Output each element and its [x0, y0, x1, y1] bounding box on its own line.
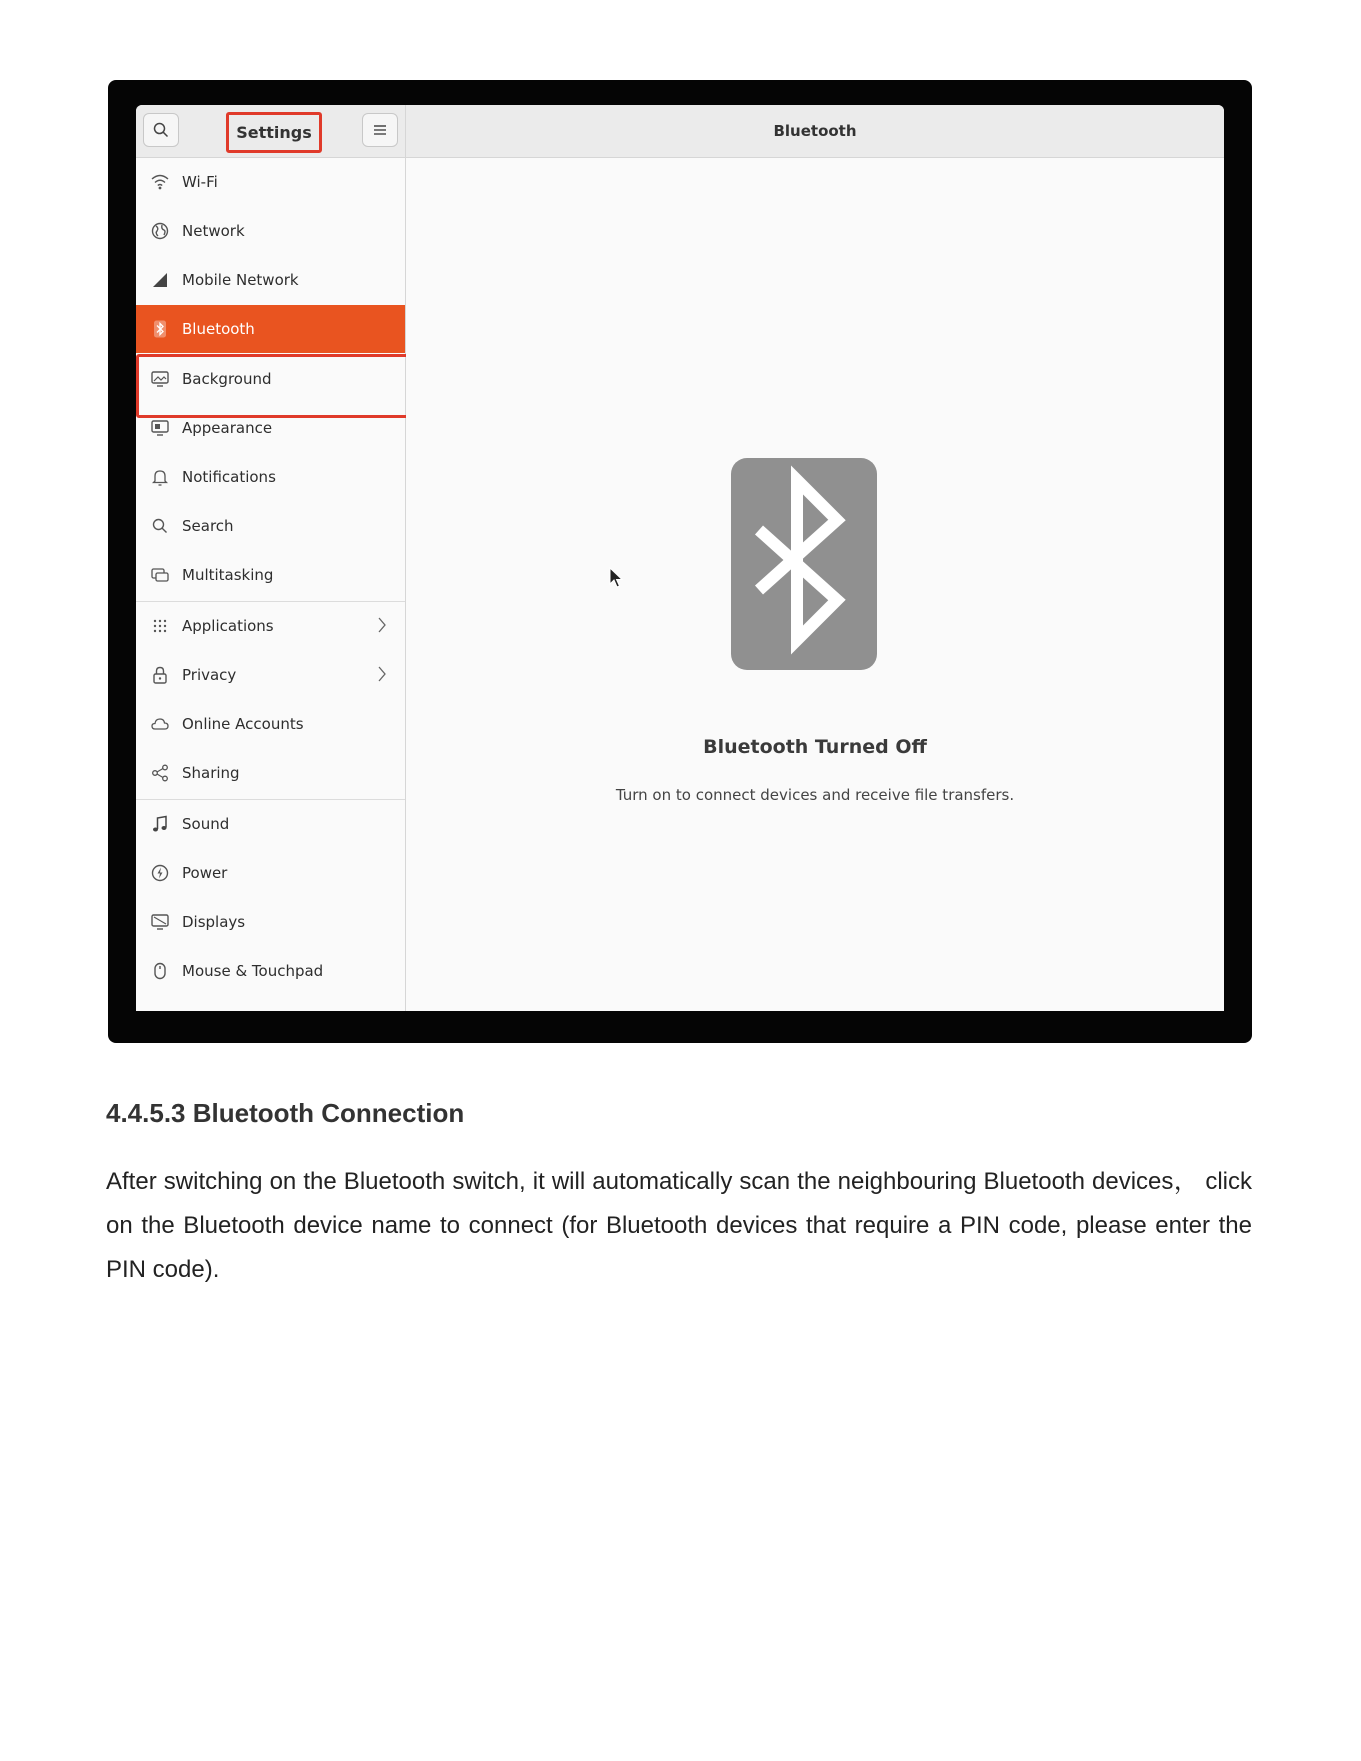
- sidebar-item-sound[interactable]: [136, 800, 405, 848]
- status-subtitle: Turn on to connect devices and receive file transfers.: [615, 786, 1015, 804]
- multitasking-icon: [150, 565, 170, 585]
- sidebar-header: [136, 105, 406, 158]
- sidebar-item-bluetooth[interactable]: [136, 305, 405, 353]
- chevron-right-icon: [377, 665, 387, 683]
- power-icon: [150, 863, 170, 883]
- sidebar-item-label: Mobile Network: [182, 271, 299, 289]
- sidebar: [136, 158, 406, 1011]
- cellular-icon: [150, 270, 170, 290]
- chevron-right-icon: [377, 616, 387, 634]
- sidebar-item-label: Privacy: [182, 666, 237, 684]
- sidebar-item-mobile-network[interactable]: [136, 256, 405, 304]
- sidebar-item-label: Multitasking: [182, 566, 274, 584]
- sidebar-item-privacy[interactable]: [136, 651, 405, 699]
- music-note-icon: [150, 814, 170, 834]
- sidebar-item-online-accounts[interactable]: [136, 700, 405, 748]
- bluetooth-icon: [150, 319, 170, 339]
- body-paragraph: After switching on the Bluetooth switch, it will automatically scan the neighbouring Bluetooth devices， click on the Bluetooth device name to connect (for Bluetooth devices that require a PIN code, please enter the PIN code).: [106, 1168, 1252, 1283]
- sidebar-item-label: Sharing: [182, 764, 240, 782]
- wifi-icon: [150, 172, 170, 192]
- mouse-pointer-icon: [609, 567, 623, 589]
- apps-grid-icon: [150, 616, 170, 636]
- main-header: [406, 105, 1224, 158]
- globe-icon: [150, 221, 170, 241]
- sidebar-title: Settings: [226, 112, 322, 153]
- sidebar-item-label: Sound: [182, 815, 230, 833]
- page-title: Bluetooth: [773, 122, 857, 140]
- search-icon: [153, 122, 169, 138]
- sidebar-item-mouse-touchpad[interactable]: [136, 947, 405, 995]
- sidebar-item-label: Search: [182, 517, 234, 535]
- background-icon: [150, 369, 170, 389]
- sidebar-item-sharing[interactable]: [136, 749, 405, 797]
- section-heading: 4.4.5.3 Bluetooth Connection: [106, 1098, 465, 1128]
- sidebar-item-label: Background: [182, 370, 272, 388]
- sidebar-item-label: Wi-Fi: [182, 173, 218, 191]
- hamburger-icon: [373, 124, 387, 136]
- sidebar-item-label: Applications: [182, 617, 274, 635]
- menu-button[interactable]: [362, 113, 398, 147]
- sidebar-item-label: Network: [182, 222, 245, 240]
- sidebar-item-power[interactable]: [136, 849, 405, 897]
- sidebar-item-multitasking[interactable]: [136, 551, 405, 599]
- cloud-icon: [150, 714, 170, 734]
- sidebar-item-label: Mouse & Touchpad: [182, 962, 324, 980]
- sidebar-item-applications[interactable]: [136, 602, 405, 650]
- sidebar-item-displays[interactable]: [136, 898, 405, 946]
- search-icon: [150, 516, 170, 536]
- bell-icon: [150, 467, 170, 487]
- bluetooth-panel: [406, 158, 1224, 1011]
- sidebar-item-notifications[interactable]: [136, 453, 405, 501]
- display-icon: [150, 912, 170, 932]
- sidebar-item-wifi[interactable]: [136, 158, 405, 206]
- lock-icon: [150, 665, 170, 685]
- settings-window: [136, 105, 1224, 1011]
- share-icon: [150, 763, 170, 783]
- sidebar-item-label: Power: [182, 864, 228, 882]
- sidebar-item-label: Appearance: [182, 419, 273, 437]
- sidebar-item-network[interactable]: [136, 207, 405, 255]
- sidebar-item-label: Notifications: [182, 468, 276, 486]
- sidebar-item-background[interactable]: [136, 355, 405, 403]
- sidebar-item-label: Bluetooth: [182, 320, 255, 338]
- mouse-icon: [150, 961, 170, 981]
- sidebar-item-search[interactable]: [136, 502, 405, 550]
- sidebar-item-label: Displays: [182, 913, 246, 931]
- sidebar-item-appearance[interactable]: [136, 404, 405, 452]
- bluetooth-icon: [731, 458, 877, 670]
- search-button[interactable]: [143, 113, 179, 147]
- sidebar-item-label: Online Accounts: [182, 715, 304, 733]
- bluetooth-logo-tile: [731, 458, 877, 670]
- appearance-icon: [150, 418, 170, 438]
- status-title: Bluetooth Turned Off: [703, 736, 927, 758]
